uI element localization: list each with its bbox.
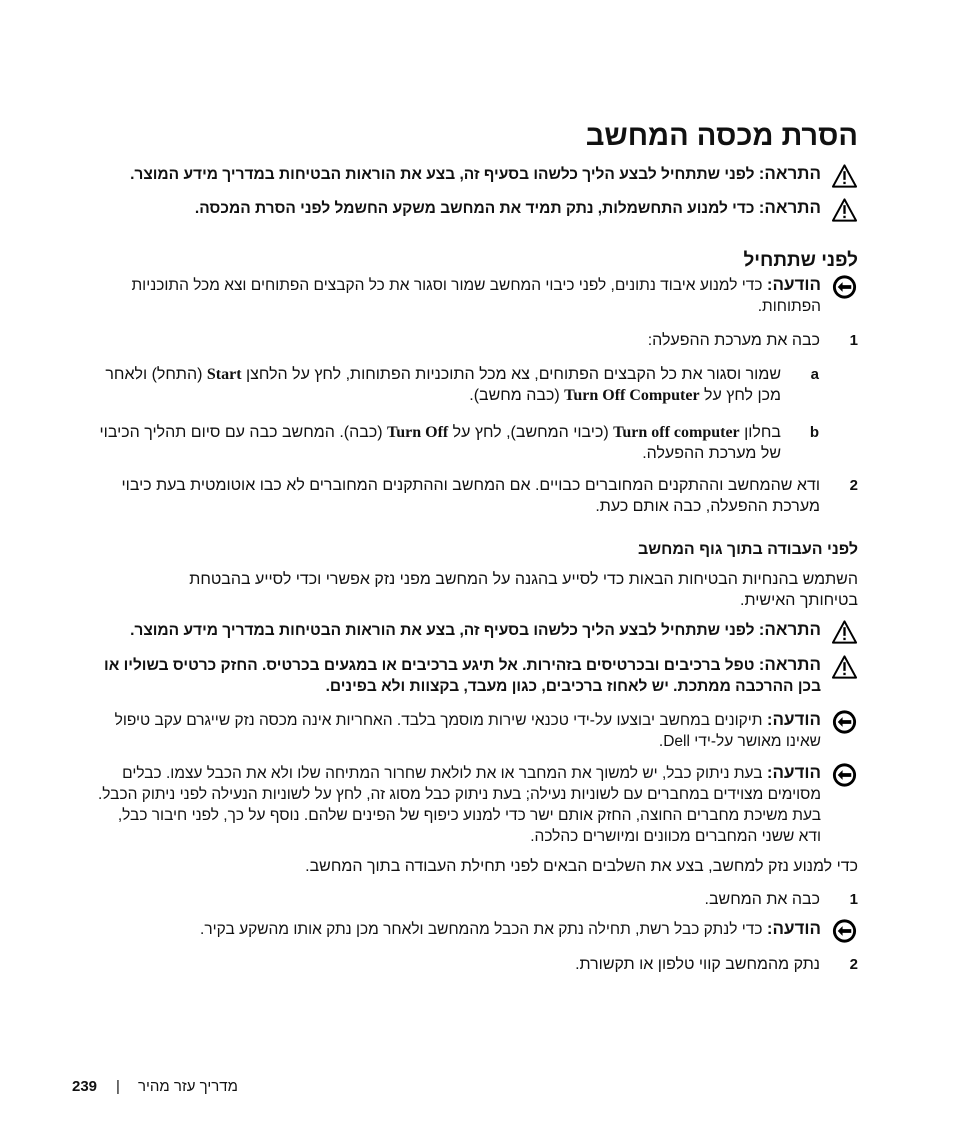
notice-box <box>96 274 858 317</box>
notice-label: הודעה: <box>766 710 821 729</box>
notice-arrow-icon <box>831 762 858 788</box>
sub-step-letter: b <box>809 424 819 441</box>
notice-text: כדי למנוע איבוד נתונים, לפני כיבוי המחשב שמור וסגור את כל הקבצים הפתוחים וצא מכל התוכניות הפתוחות. <box>131 277 821 315</box>
step-item <box>138 954 858 975</box>
caution-text: כדי למנוע התחשמלות, נתק תמיד את המחשב משקע החשמל לפני הסרת המכסה. <box>194 200 755 217</box>
sub-step-a-text-1: שמור וסגור את כל הקבצים הפתוחים, צא מכל התוכניות הפתוחות, לחץ על הלחצן <box>245 366 781 383</box>
notice-label: הודעה: <box>766 275 821 294</box>
caution-notice <box>88 163 858 185</box>
warning-triangle-icon <box>831 654 858 680</box>
notice-label: הודעה: <box>766 919 821 938</box>
section-heading-before-you-begin: לפני שתתחיל <box>743 250 858 271</box>
caution-label: התראה: <box>758 620 821 639</box>
step-number: 2 <box>849 477 858 494</box>
step-item <box>138 330 858 351</box>
notice-text: בעת ניתוק כבל, יש למשוך את המחבר או את לולאת שחרור המתיחה שלו ולא את הכבל עצמו. כבלים מסוימים מצוידים במחברים עם לשוניות נעילה; בעת ניתוק כבל מסוג זה, לחץ על לשוניות הנעילה לפני ניתוק הכבל. בעת משיכת מחברים החוצה, החזק אותם ישר כדי למנוע כיפוף של הפינים שלהם. נוסף על כך, לפני חיבור כבל, ודא ששני המחברים מכוונים ומיושרים כהלכה. <box>97 765 821 845</box>
turn-off-computer-window-name: Turn off computer <box>613 424 740 441</box>
step-number: 1 <box>849 891 858 908</box>
warning-triangle-icon <box>831 163 858 189</box>
sub-step-b <box>99 422 819 464</box>
notice-box <box>96 762 858 847</box>
notice-arrow-icon <box>831 709 858 735</box>
caution-text: לפני שתתחיל לבצע הליך כלשהו בסעיף זה, בצע את הוראות הבטיחות במדריך מידע המוצר. <box>130 622 755 639</box>
notice-box <box>96 918 858 940</box>
turn-off-computer-name: Turn Off Computer <box>564 387 700 404</box>
caution-notice <box>98 654 858 697</box>
sub-step-a <box>99 364 819 406</box>
start-button-name: Start <box>206 366 242 383</box>
sub-step-letter: a <box>810 366 819 383</box>
step-item <box>138 889 858 910</box>
caution-label: התראה: <box>758 198 821 217</box>
caution-notice <box>88 619 858 641</box>
prep-paragraph: כדי למנוע נזק למחשב, בצע את השלבים הבאים לפני תחילת העבודה בתוך המחשב. <box>305 858 858 875</box>
notice-label: הודעה: <box>766 763 821 782</box>
warning-triangle-icon <box>831 619 858 645</box>
warning-triangle-icon <box>831 197 858 223</box>
step-number: 2 <box>849 956 858 973</box>
step-text: כבה את המחשב. <box>704 891 820 908</box>
sub-step-a-text-2: (התחל) ולאחר מכן לחץ על <box>105 366 781 404</box>
sub-step-b-text-3: (כבה). המחשב כבה עם סיום תהליך הכיבוי של מערכת ההפעלה. <box>99 424 781 462</box>
sub-step-b-text-1: בחלון <box>744 424 781 441</box>
notice-box <box>96 709 858 752</box>
caution-label: התראה: <box>758 164 821 183</box>
step-text: כבה את מערכת ההפעלה: <box>647 332 820 349</box>
step-text: ודא שהמחשב וההתקנים המחוברים כבויים. אם המחשב וההתקנים המחוברים לא כבו אוטומטית בעת כיבוי מערכת ההפעלה, כבה אותם כעת. <box>121 477 820 515</box>
caution-notice <box>88 197 858 219</box>
caution-label: התראה: <box>758 655 821 674</box>
notice-arrow-icon <box>831 918 858 944</box>
notice-text: תיקונים במחשב יבוצעו על-ידי טכנאי שירות מוסמך בלבד. האחריות אינה מכסה נזק שייגרם עקב טיפול שאינו מאושר על-ידי Dell. <box>114 712 821 750</box>
intro-paragraph: השתמש בהנחיות הבטיחות הבאות כדי לסייע בהגנה על המחשב מפני נזק אפשרי וכדי לסייע בהבטחת בטיחותך האישית. <box>189 571 858 609</box>
page-number: 239 <box>72 1078 98 1095</box>
step-number: 1 <box>849 332 858 349</box>
step-item <box>98 475 858 517</box>
step-text: נתק מהמחשב קווי טלפון או תקשורת. <box>575 956 820 973</box>
sub-step-b-text-2: (כיבוי המחשב), לחץ על <box>452 424 609 441</box>
caution-text: טפל ברכיבים ובכרטיסים בזהירות. אל תיגע ברכיבים או במגעים בכרטיס. החזק כרטיס בשוליו או בכן ההרכבה ממתכת. יש לאחוז ברכיבים, כגון מעבד, בקצוות ולא בפינים. <box>104 657 821 695</box>
turn-off-button-name: Turn Off <box>387 424 449 441</box>
notice-arrow-icon <box>831 274 858 300</box>
section-heading-before-working-inside: לפני העבודה בתוך גוף המחשב <box>637 541 858 558</box>
caution-text: לפני שתתחיל לבצע הליך כלשהו בסעיף זה, בצע את הוראות הבטיחות במדריך מידע המוצר. <box>130 166 755 183</box>
notice-text: כדי לנתק כבל רשת, תחילה נתק את הכבל מהמחשב ולאחר מכן נתק אותו מהשקע בקיר. <box>200 921 763 938</box>
footer-separator: | <box>116 1078 120 1095</box>
footer-guide-name: מדריך עזר מהיר <box>138 1078 238 1095</box>
page-title: הסרת מכסה המחשב <box>585 120 858 152</box>
sub-step-a-text-3: (כבה מחשב). <box>469 387 560 404</box>
